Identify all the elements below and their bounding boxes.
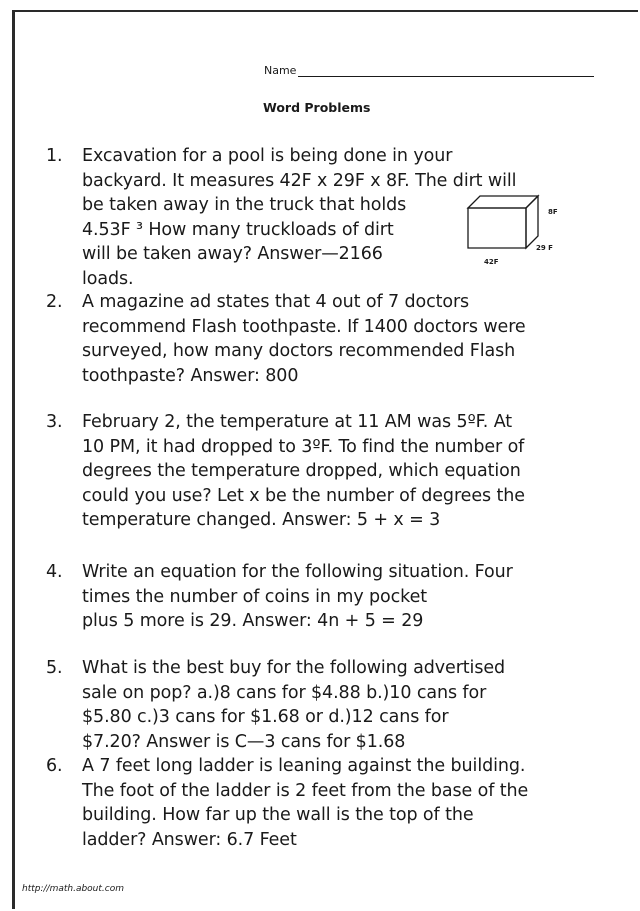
page-title: Word Problems <box>263 100 371 115</box>
problem-line: The foot of the ladder is 2 feet from the base of the <box>82 780 529 801</box>
problem-number: 5. <box>46 658 63 678</box>
problem-line: building. How far up the wall is the top of the <box>82 805 474 825</box>
width-label: 29 F <box>536 244 553 252</box>
problem-line: Excavation for a pool is being done in your <box>82 146 453 166</box>
name-blank-line <box>298 66 594 77</box>
length-label: 42F <box>484 258 499 266</box>
problem-line: ladder? Answer: 6.7 Feet <box>82 829 297 850</box>
problem-line: be taken away in the truck that holds <box>82 195 407 215</box>
problem-number: 6. <box>46 756 63 776</box>
name-label: Name <box>264 64 297 77</box>
problem-line: temperature changed. Answer: 5 + x = 3 <box>82 510 441 530</box>
problem-line: times the number of coins in my pocket <box>82 586 428 607</box>
problem-line: sale on pop? a.)8 cans for $4.88 b.)10 cans for <box>82 682 487 703</box>
problem-line: What is the best buy for the following advertised <box>82 658 506 678</box>
box-prism-figure <box>466 194 576 266</box>
problem-line: could you use? Let x be the number of degrees the <box>82 485 525 506</box>
height-label: 8F <box>548 208 558 216</box>
problem-line: backyard. It measures 42F x 29F x 8F. The dirt will <box>82 170 517 191</box>
problem-line: $5.80 c.)3 cans for $1.68 or d.)12 cans for <box>82 707 449 727</box>
problem-line: recommend Flash toothpaste. If 1400 doctors were <box>82 316 526 337</box>
problem-line: $7.20? Answer is C—3 cans for $1.68 <box>82 731 406 752</box>
problem-number: 2. <box>46 292 63 312</box>
problem-number: 3. <box>46 412 63 432</box>
box-prism-icon <box>466 194 546 250</box>
problem-line: A magazine ad states that 4 out of 7 doctors <box>82 292 470 312</box>
problem-line: toothpaste? Answer: 800 <box>82 365 299 386</box>
problem-line: surveyed, how many doctors recommended Flash <box>82 341 516 361</box>
problem-line: Write an equation for the following situation. Four <box>82 562 513 582</box>
problem-number: 1. <box>46 146 63 166</box>
problem-line: A 7 feet long ladder is leaning against the building. <box>82 756 526 776</box>
problem-number: 4. <box>46 562 63 582</box>
problem-line: will be taken away? Answer—2166 <box>82 244 383 264</box>
problem-line: February 2, the temperature at 11 AM was 5ºF. At <box>82 412 513 432</box>
source-url: http://math.about.com <box>22 884 124 894</box>
name-field <box>264 64 594 77</box>
problem-line: 10 PM, it had dropped to 3ºF. To find the number of <box>82 436 525 457</box>
problem-line: loads. <box>82 268 134 289</box>
problem-line: degrees the temperature dropped, which equation <box>82 461 521 481</box>
problem-line: 4.53F ³ How many truckloads of dirt <box>82 219 394 240</box>
problem-line: plus 5 more is 29. Answer: 4n + 5 = 29 <box>82 611 424 631</box>
